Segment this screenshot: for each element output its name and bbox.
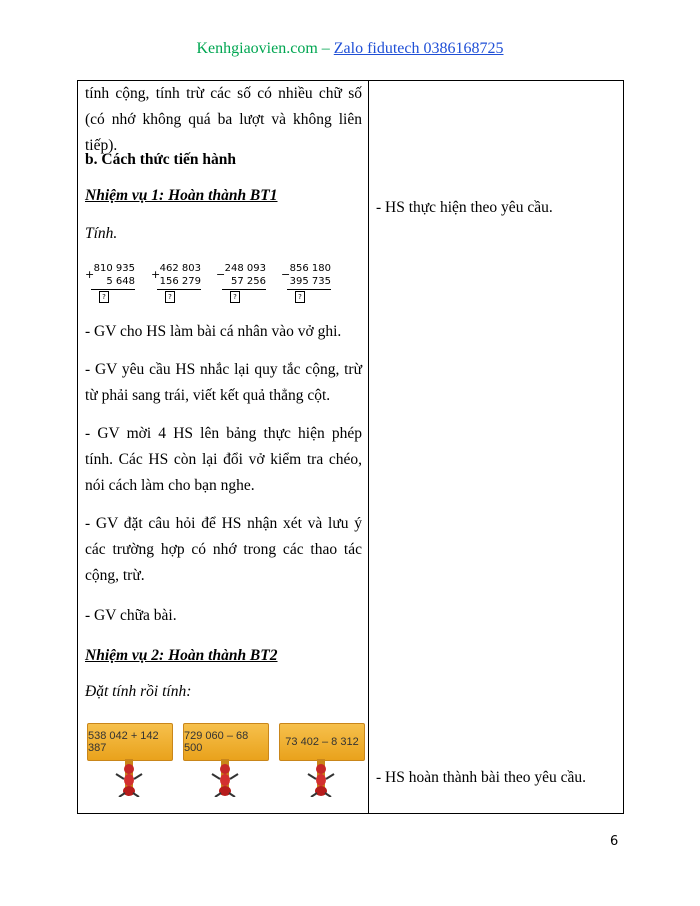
step-1: - GV cho HS làm bài cá nhân vào vở ghi. bbox=[85, 323, 342, 340]
column-divider bbox=[368, 81, 369, 813]
calc-top: 462 803 bbox=[159, 263, 201, 274]
task2-title: Nhiệm vụ 2: Hoàn thành BT2 bbox=[85, 647, 278, 664]
sign-board-3 bbox=[279, 723, 363, 801]
step-2: - GV yêu cầu HS nhắc lại quy tắc cộng, trừ từ phải sang trái, viết kết quả thẳng cột. bbox=[85, 361, 362, 404]
calc-line bbox=[287, 289, 331, 290]
ant-icon bbox=[209, 763, 241, 797]
calc-line bbox=[91, 289, 135, 290]
calc-top: 856 180 bbox=[289, 263, 331, 274]
calculation-2 bbox=[151, 263, 203, 303]
calc-top: 248 093 bbox=[224, 263, 266, 274]
calc-line bbox=[222, 289, 266, 290]
intro-text: tính cộng, tính trừ các số có nhiều chữ số (có nhớ không quá ba lượt và không liên tiếp). bbox=[85, 85, 362, 154]
student-response-2: - HS hoàn thành bài theo yêu cầu. bbox=[376, 769, 587, 786]
ant-icon bbox=[305, 763, 337, 797]
calc-bottom: 5 648 bbox=[106, 276, 135, 287]
calc-top: 810 935 bbox=[93, 263, 135, 274]
page-number: 6 bbox=[610, 834, 619, 849]
page-header bbox=[0, 40, 700, 58]
step-3: - GV mời 4 HS lên bảng thực hiện phép tính. Các HS còn lại đổi vở kiểm tra chéo, nói cách làm cho bạn nghe. bbox=[85, 425, 362, 494]
ant-icon bbox=[113, 763, 145, 797]
step-4: - GV đặt câu hỏi để HS nhận xét và lưu ý các trường hợp có nhớ trong các thao tác cộng, trừ. bbox=[85, 515, 362, 584]
task1-title: Nhiệm vụ 1: Hoàn thành BT1 bbox=[85, 187, 278, 204]
calc-sign: + bbox=[85, 268, 95, 281]
sign-plank: 73 402 – 8 312 bbox=[279, 723, 365, 761]
calc-bottom: 156 279 bbox=[159, 276, 201, 287]
calculation-4 bbox=[281, 263, 333, 303]
calculation-1 bbox=[85, 263, 137, 303]
sign-plank: 729 060 – 68 500 bbox=[183, 723, 269, 761]
sign-plank: 538 042 + 142 387 bbox=[87, 723, 173, 761]
section-heading: b. Cách thức tiến hành bbox=[85, 151, 236, 168]
answer-box[interactable]: ? bbox=[230, 291, 240, 303]
site-name: Kenhgiaovien.com bbox=[196, 40, 318, 57]
lesson-table bbox=[77, 80, 624, 814]
calc-sign: − bbox=[281, 268, 291, 281]
calculation-3 bbox=[216, 263, 268, 303]
contact-link[interactable]: Zalo fidutech 0386168725 bbox=[333, 40, 504, 57]
student-response-1: - HS thực hiện theo yêu cầu. bbox=[376, 199, 553, 216]
calc-bottom: 57 256 bbox=[231, 276, 266, 287]
answer-box[interactable]: ? bbox=[295, 291, 305, 303]
calc-sign: + bbox=[151, 268, 161, 281]
calc-bottom: 395 735 bbox=[289, 276, 331, 287]
answer-box[interactable]: ? bbox=[165, 291, 175, 303]
calc-line bbox=[157, 289, 201, 290]
step-5: - GV chữa bài. bbox=[85, 607, 177, 624]
task1-prompt: Tính. bbox=[85, 225, 118, 242]
answer-box[interactable]: ? bbox=[99, 291, 109, 303]
header-separator: – bbox=[317, 40, 334, 57]
task2-prompt: Đặt tính rồi tính: bbox=[85, 683, 192, 700]
sign-board-1 bbox=[87, 723, 171, 801]
sign-board-2 bbox=[183, 723, 267, 801]
calc-sign: − bbox=[216, 268, 226, 281]
